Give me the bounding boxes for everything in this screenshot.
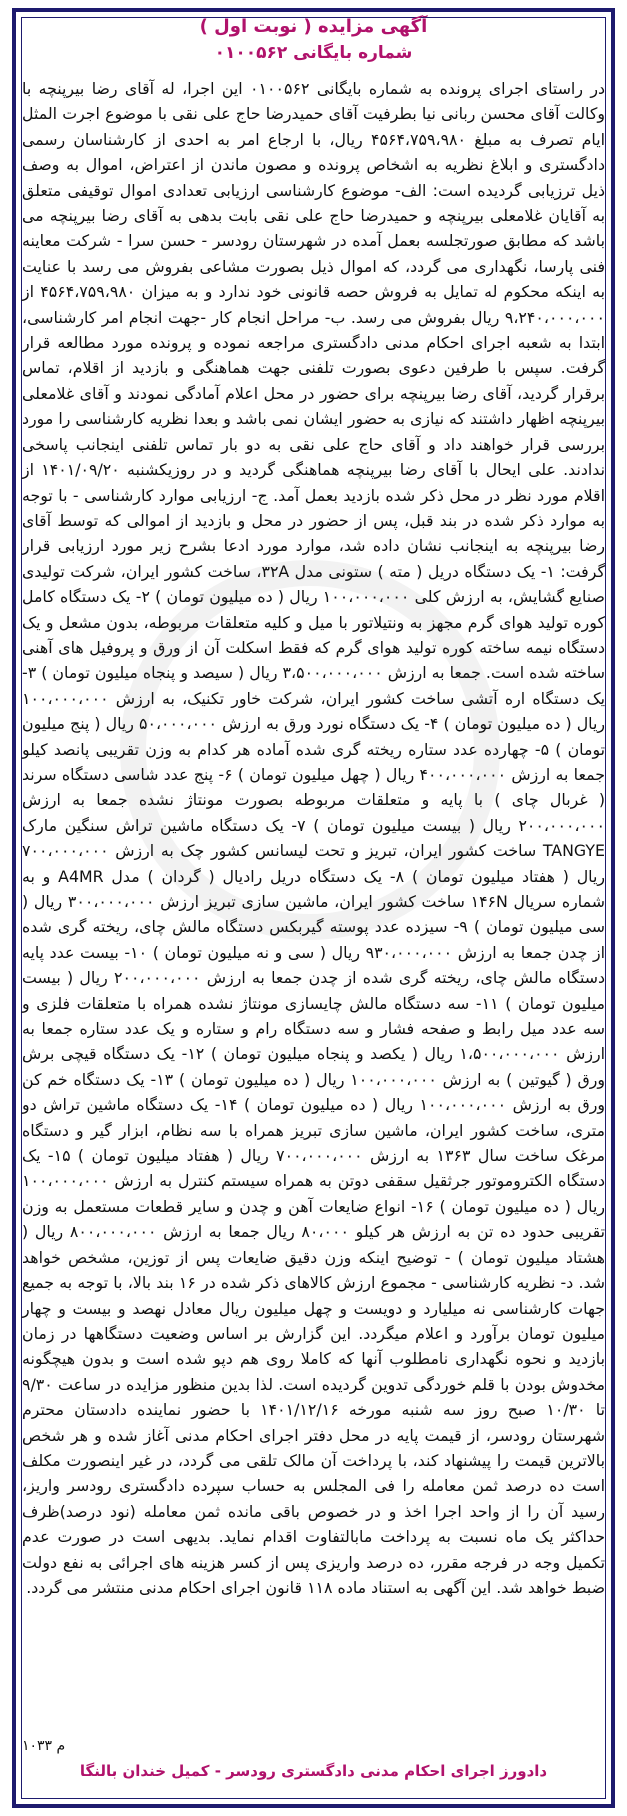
- notice-title: آگهی مزایده ( نوبت اول ): [199, 16, 428, 37]
- signature-line: دادورز اجرای احکام مدنی دادگستری رودسر - کمیل خندان بالنگا: [79, 1762, 548, 1780]
- file-number: شماره بایگانی ۰۱۰۰۵۶۲: [214, 43, 413, 63]
- reference-code: م ۱۰۳۳: [22, 1738, 66, 1754]
- notice-body: در راستای اجرای پرونده به شماره بایگانی ۰۱۰۰۵۶۲ این اجرا، له آقای رضا بیرپنچه با وکالت آقای محسن ربانی نیا بطرفیت آقای حمیدرضا حاج علی نقی با موضوع اجرت المثل ایام تصرف به مبلغ ۴۵۶۴،۷۵۹،۹۸۰ ریال، با ارجاع امر به احدی از کارشناسان رسمی دادگستری و ابلاغ نظریه به اشخاص پرونده و مصون ماندن از اعتراض، اموال به وصف ذیل ترزیابی گردیده است: الف- موضوع کارشناسی ارزیابی تعدادی اموال توقیفی متعلق به آقایان غلامعلی بیرپنچه و حمیدرضا حاج علی نقی بابت بدهی به آقای رضا بیرپنچه می باشد که مطابق صورتجلسه بعمل آمده در شهرستان رودسر - حسن سرا - شرکت معاینه فنی پارسا، نگهداری می گردد، که اموال ذیل بصورت مشاعی بفروش می رسد با عنایت به اینکه محکوم له تمایل به فروش حصه قانونی خود ندارد و به میزان ۴۵۶۴،۷۵۹،۹۸۰ از ۹،۲۴۰،۰۰۰،۰۰۰ ریال بفروش می رسد. ب- مراحل انجام کار -جهت انجام امر کارشناسی، ابتدا به شعبه اجرای احکام مدنی دادگستری مراجعه نموده و پرونده مورد مطالعه قرار گرفت. سپس با طرفین دعوی بصورت تلفنی جهت هماهنگی و بازدید از اقلام، تماس برقرار گردید، آقای رضا بیرپنچه برای حضور در محل اعلام آمادگی نمودند و آقای غلامعلی بیرپنچه اظهار داشتند که نیازی به حضور ایشان نمی باشد و بعدا نظریه کارشناسی را مورد بررسی قرار خواهند داد و آقای حاج علی نقی به دو بار تماس تلفنی اینجانب پاسخی ندادند. علی ایحال با آقای رضا بیرپنچه هماهنگی گردید و در روزیکشنبه ۱۴۰۱/۰۹/۲۰ از اقلام مورد نظر در محل ذکر شده بازدید بعمل آمد. ج- ارزیابی موارد کارشناسی - با توجه به موارد ذکر شده در بند قبل، پس از حضور در محل و بازدید از اموالی که توسط آقای رضا بیرپنچه به اینجانب نشان داده شد، موارد مورد ادعا بشرح زیر مورد ارزیابی قرار گرفت: ۱- یک دستگاه دریل ( مته ) ستونی مدل ۳۲A، ساخت کشور ایران، شرکت تولیدی صنایع گشایش، به ارزش کلی ۱۰۰،۰۰۰،۰۰۰ ریال ( ده میلیون تومان ) ۲- یک دستگاه کامل کوره تولید هوای گرم مجهز به ونتیلاتور با میل و کلیه متعلقات مربوطه، بدون مشعل و یک دستگاه نیمه ساخته کوره تولید هوای گرم که فقط اسکلت آن از ورق و پروفیل های آهنی ساخته شده است. جمعا به ارزش ۳،۵۰۰،۰۰۰،۰۰۰ ریال ( سیصد و پنجاه میلیون تومان ) ۳- یک دستگاه اره آتشی ساخت کشور ایران، شرکت خاور تکنیک، به ارزش ۱۰۰،۰۰۰،۰۰۰ ریال ( ده میلیون تومان ) ۴- یک دستگاه نورد ورق به ارزش ۵۰،۰۰۰،۰۰۰ ریال ( پنج میلیون تومان ) ۵- چهارده عدد ستاره ریخته گری شده آماده هر کدام به وزن تقریبی پانصد کیلو جمعا به ارزش ۴۰۰،۰۰۰،۰۰۰ ریال ( چهل میلیون تومان ) ۶- پنج عدد شاسی دستگاه سرند ( غربال چای ) با پایه و متعلقات مربوطه بصورت مونتاژ نشده جمعا به ارزش ۲۰۰،۰۰۰،۰۰۰ ریال ( بیست میلیون تومان ) ۷- یک دستگاه ماشین تراش سنگین مارک TANGYE ساخت کشور ایران، تبریز و تحت لیسانس کشور چک به ارزش ۷۰۰،۰۰۰،۰۰۰ ریال ( هفتاد میلیون تومان ) ۸- یک دستگاه دریل رادیال ( گردان ) مدل A4MR و به شماره سریال ۱۴۶N ساخت کشور ایران، ماشین سازی تبریز ارزش ۳۰۰،۰۰۰،۰۰۰ ریال ( سی میلیون تومان ) ۹- سیزده عدد پوسته گیربکس دستگاه مالش چای، ریخته گری شده از چدن جمعا به ارزش ۹۳۰،۰۰۰،۰۰۰ ریال ( سی و نه میلیون تومان ) ۱۰- بیست عدد پایه دستگاه مالش چای، ریخته گری شده از چدن جمعا به ارزش ۲۰۰،۰۰۰،۰۰۰ ریال ( بیست میلیون تومان ) ۱۱- سه دستگاه مالش چایسازی مونتاژ نشده همراه با متعلقات فلزی و سه عدد میل رابط و صفحه فشار و سه دستگاه رام و ستاره و یک عدد ستاره جمعا به ارزش ۱،۵۰۰،۰۰۰،۰۰۰ ریال ( یکصد و پنجاه میلیون تومان ) ۱۲- یک دستگاه قیچی برش ورق ( گیوتین ) به ارزش ۱۰۰،۰۰۰،۰۰۰ ریال ( ده میلیون تومان ) ۱۳- یک دستگاه خم کن ورق به ارزش ۱۰۰،۰۰۰،۰۰۰ ریال ( ده میلیون تومان ) ۱۴- یک دستگاه ماشین تراش دو متری، ساخت کشور ایران، ماشین سازی تبریز همراه با سه نظام، ابزار گیر و دستگاه مرغک ساخت سال ۱۳۶۳ به ارزش ۷۰۰،۰۰۰،۰۰۰ ریال ( هفتاد میلیون تومان ) ۱۵- یک دستگاه الکتروموتور جرثقیل سقفی دوتن به همراه سیستم کنترل به ارزش ۱۰۰،۰۰۰،۰۰۰ ریال ( ده میلیون تومان ) ۱۶- انواع ضایعات آهن و چدن و سایر قطعات مستعمل به وزن تقریبی حدود ده تن به ارزش هر کیلو ۸۰،۰۰۰ ریال جمعا به ارزش ۸۰۰،۰۰۰،۰۰۰ ریال ( هشتاد میلیون تومان ) - توضیح اینکه وزن دقیق ضایعات پس از توزین، مشخص خواهد شد. د- نظریه کارشناسی - مجموع ارزش کالاهای ذکر شده در ۱۶ بند بالا، با توجه به جمیع جهات کارشناسی نه میلیارد و دویست و چهل میلیون ریال معادل نهصد و بیست و چهار میلیون تومان برآورد و اعلام میگردد. این گزارش بر اساس وضعیت دستگاهها در زمان بازدید و نحوه نگهداری نامطلوب آنها که کاملا روی هم دپو شده است و بدون هیچگونه مخدوش بودن با قلم خوردگی تدوین گردیده است. لذا بدین منظور مزایده در ساعت ۹/۳۰ تا ۱۰/۳۰ صبح روز سه شنبه مورخه ۱۴۰۱/۱۲/۱۶ با حضور نماینده دادستان محترم شهرستان رودسر، از قیمت پایه در محل دفتر اجرای احکام مدنی آغاز شده و هر شخص بالاترین قیمت را پیشنهاد کند، با پرداخت آن مالک تلقی می گردد، در غیر اینصورت مکلف است ده درصد ثمن معامله را فی المجلس به حساب سپرده دادگستری رودسر واریز، رسید آن را از واحد اجرا اخذ و در خصوص باقی مانده ثمن معامله (نود درصد)ظرف حداکثر یک ماه نسبت به پرداخت مابالتفاوت اقدام نماید. بدیهی است در صورت عدم تکمیل وجه در فرجه مقرر، ده درصد واریزی پس از کسر هزینه های اجرائی به نفع دولت ضبط خواهد شد. این آگهی به استناد ماده ۱۱۸ قانون اجرای احکام مدنی منتشر می گردد.: [22, 79, 606, 1597]
- notice-header: [40, 14, 587, 66]
